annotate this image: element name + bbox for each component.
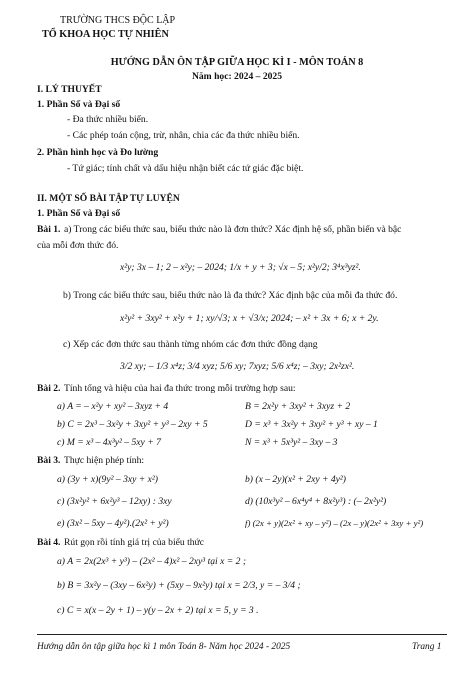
page-number: Trang 1: [412, 642, 442, 652]
school-name: TRƯỜNG THCS ĐỘC LẬP: [60, 15, 176, 26]
theory-heading: I. LÝ THUYẾT: [37, 84, 102, 95]
bai1-c-text: c) Xếp các đơn thức sau thành từng nhóm các đơn thức đồng dạng: [63, 339, 318, 350]
theory-part2-title: 2. Phần hình học và Đo lường: [37, 147, 159, 158]
bai3-row-right: f) (2x + y)(2x² + xy – y²) – (2x – y)(2x² + 3xy + y²): [245, 518, 424, 528]
bai2-text: Tính tổng và hiệu của hai đa thức trong mỗi trường hợp sau:: [64, 383, 296, 394]
bai1-c-expression: 3/2 xy; – 1/3 x⁴z; 3/4 xyz; 5/6 xy; 7xyz; 5/6 x⁴z; – 3xy; 2x²zx².: [120, 361, 355, 372]
bai2-row-left: a) A = – x²y + xy² – 3xyz + 4: [57, 401, 169, 412]
theory-part2-item: - Tứ giác; tính chất và dấu hiệu nhận biết các tứ giác đặc biệt.: [67, 163, 304, 174]
bai1-b-text: b) Trong các biểu thức sau, biểu thức nào là đa thức? Xác định bậc của mỗi đa thức đó.: [63, 290, 398, 301]
exercises-heading: II. MỘT SỐ BÀI TẬP TỰ LUYỆN: [37, 193, 180, 204]
department-name: TỔ KHOA HỌC TỰ NHIÊN: [42, 29, 169, 40]
school-year: Năm học: 2024 – 2025: [191, 71, 283, 82]
theory-part1-item: - Các phép toán cộng, trừ, nhân, chia các đa thức nhiều biến.: [67, 130, 300, 141]
footer-text: Hướng dẫn ôn tập giữa học kì 1 môn Toán 8- Năm học 2024 - 2025: [37, 642, 291, 652]
theory-part1-item: - Đa thức nhiều biến.: [67, 114, 149, 125]
footer-divider: [37, 634, 447, 635]
bai3-row-right: b) (x – 2y)(x² + 2xy + 4y²): [245, 474, 346, 485]
bai1-a-text-continued: của mỗi đơn thức đó.: [37, 240, 119, 251]
bai2-row-left: b) C = 2x³ – 3x²y + 3xy² + y³ – 2xy + 5: [57, 419, 208, 430]
bai1-label: Bài 1.: [37, 224, 61, 235]
bai4-row: a) A = 2x(2x³ + y³) – (2x² – 4)x² – 2xy³ tại x = 2 ;: [57, 556, 247, 567]
bai3-row-left: e) (3x² – 5xy – 4y²).(2x² + y²): [57, 518, 169, 529]
bai1-a-expression: x²y; 3x – 1; 2 – x²y; – 2024; 1/x + y + 3; √x – 5; x²y/2; 3⁴x³yz².: [120, 262, 361, 273]
bai4-label: Bài 4.: [37, 537, 61, 548]
bai2-row-right: B = 2x²y + 3xy² + 3xyz + 2: [245, 401, 351, 412]
bai4-row: b) B = 3x²y – (3xy – 6x²y) + (5xy – 9x²y) tại x = 2/3, y = – 3/4 ;: [57, 580, 301, 591]
bai2-label: Bài 2.: [37, 383, 61, 394]
bai3-text: Thực hiện phép tính:: [64, 455, 145, 466]
theory-part1-title: 1. Phần Số và Đại số: [37, 99, 121, 110]
bai1-a-text: a) Trong các biểu thức sau, biểu thức nào là đơn thức? Xác định hệ số, phần biến và bậc: [64, 224, 402, 235]
bai3-row-right: d) (10x³y² – 6x⁴y⁴ + 8x²y³) : (– 2x²y²): [245, 496, 387, 507]
bai4-row: c) C = x(x – 2y + 1) – y(y – 2x + 2) tại x = 5, y = 3 .: [57, 605, 259, 616]
bai2-row-right: D = x³ + 3x²y + 3xy² + y³ + xy – 1: [245, 419, 378, 430]
exercises-part1-title: 1. Phần Số và Đại số: [37, 208, 121, 219]
bai3-label: Bài 3.: [37, 455, 61, 466]
bai1-b-expression: x²y² + 3xy² + x²y + 1; xy/√3; x + √3/x; 2024; – x² + 3x + 6; x + 2y.: [120, 313, 379, 324]
bai3-row-left: a) (3y + x)(9y² – 3xy + x²): [57, 474, 158, 485]
bai3-row-left: c) (3x²y² + 6x²y³ – 12xy) : 3xy: [57, 496, 172, 507]
bai4-text: Rút gọn rồi tính giá trị của biểu thức: [64, 537, 205, 548]
bai2-row-left: c) M = x³ – 4x³y² – 5xy + 7: [57, 437, 161, 448]
document-title: HƯỚNG DẪN ÔN TẬP GIỮA HỌC KÌ I - MÔN TOÁN 8: [110, 57, 364, 68]
bai2-row-right: N = x³ + 5x³y² – 3xy – 3: [245, 437, 338, 448]
